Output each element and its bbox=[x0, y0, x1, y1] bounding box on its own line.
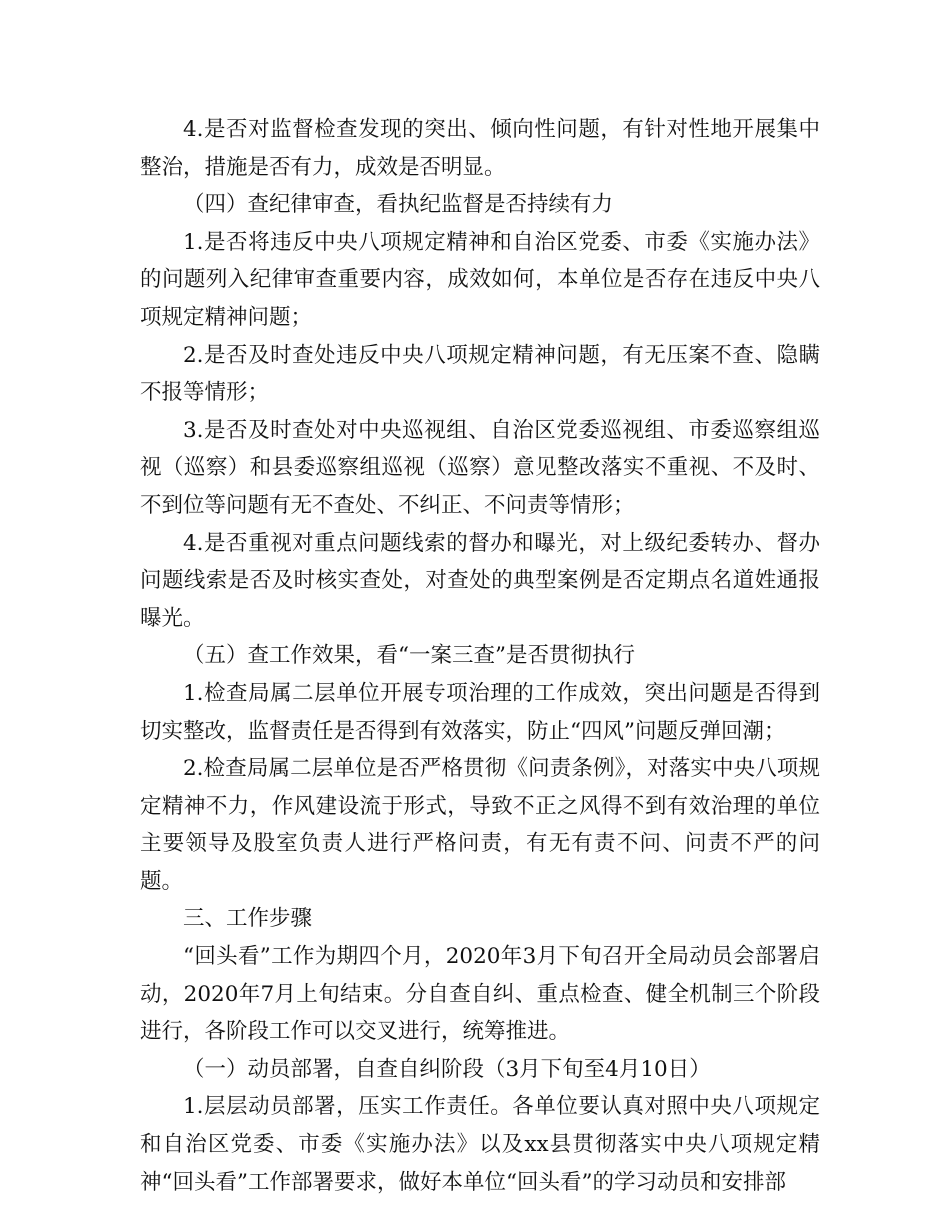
paragraph-item-1-discipline-review: 1.是否将违反中央八项规定精神和自治区党委、市委《实施办法》的问题列入纪律审查重要内容，成效如何，本单位是否存在违反中央八项规定精神问题； bbox=[140, 229, 820, 330]
paragraph-item-1-work-effect: 1.检查局属二层单位开展专项治理的工作成效，突出问题是否得到切实整改，监督责任是否得到有效落实，防止“四风”问题反弹回潮； bbox=[140, 680, 820, 744]
paragraph-item-2-accountability: 2.检查局属二层单位是否严格贯彻《问责条例》，对落实中央八项规定精神不力，作风建设流于形式，导致不正之风得不到有效治理的单位主要领导及股室负责人进行严格问责，有无有责不问、问责不严的问题。 bbox=[140, 756, 820, 894]
paragraph-item-1-mobilization: 1.层层动员部署，压实工作责任。各单位要认真对照中央八项规定和自治区党委、市委《实施办法》以及xx县贯彻落实中央八项规定精神“回头看”工作部署要求，做好本单位“回头看”的学习动员和安排部 bbox=[140, 1094, 820, 1195]
paragraph-item-4-concentrated-rectification: 4.是否对监督检查发现的突出、倾向性问题，有针对性地开展集中整治，措施是否有力，成效是否明显。 bbox=[140, 117, 820, 180]
paragraph-work-schedule: “回头看”工作为期四个月，2020年3月下旬召开全局动员会部署启动，2020年7月上旬结束。分自查自纠、重点检查、健全机制三个阶段进行，各阶段工作可以交叉进行，统筹推进。 bbox=[140, 944, 820, 1045]
paragraph-item-3-inspection-rectification: 3.是否及时查处对中央巡视组、自治区党委巡视组、市委巡察组巡视（巡察）和县委巡察组巡视（巡察）意见整改落实不重视、不及时、不到位等问题有无不查处、不纠正、不问责等情形； bbox=[140, 417, 820, 518]
paragraph-item-4-supervision-exposure: 4.是否重视对重点问题线索的督办和曝光，对上级纪委转办、督办问题线索是否及时核实查处，对查处的典型案例是否定期点名道姓通报曝光。 bbox=[140, 530, 820, 631]
section-heading-discipline-review: （四）查纪律审查，看执纪监督是否持续有力 bbox=[183, 192, 614, 218]
section-heading-work-steps: 三、工作步骤 bbox=[183, 906, 313, 932]
paragraph-item-2-timely-handling: 2.是否及时查处违反中央八项规定精神问题，有无压案不查、隐瞒不报等情形； bbox=[140, 342, 820, 406]
document-body bbox=[140, 111, 820, 1201]
section-heading-work-effect: （五）查工作效果，看“一案三查”是否贯彻执行 bbox=[183, 643, 635, 669]
section-heading-mobilization-stage: （一）动员部署，自查自纠阶段（3月下旬至4月10日） bbox=[183, 1056, 711, 1082]
